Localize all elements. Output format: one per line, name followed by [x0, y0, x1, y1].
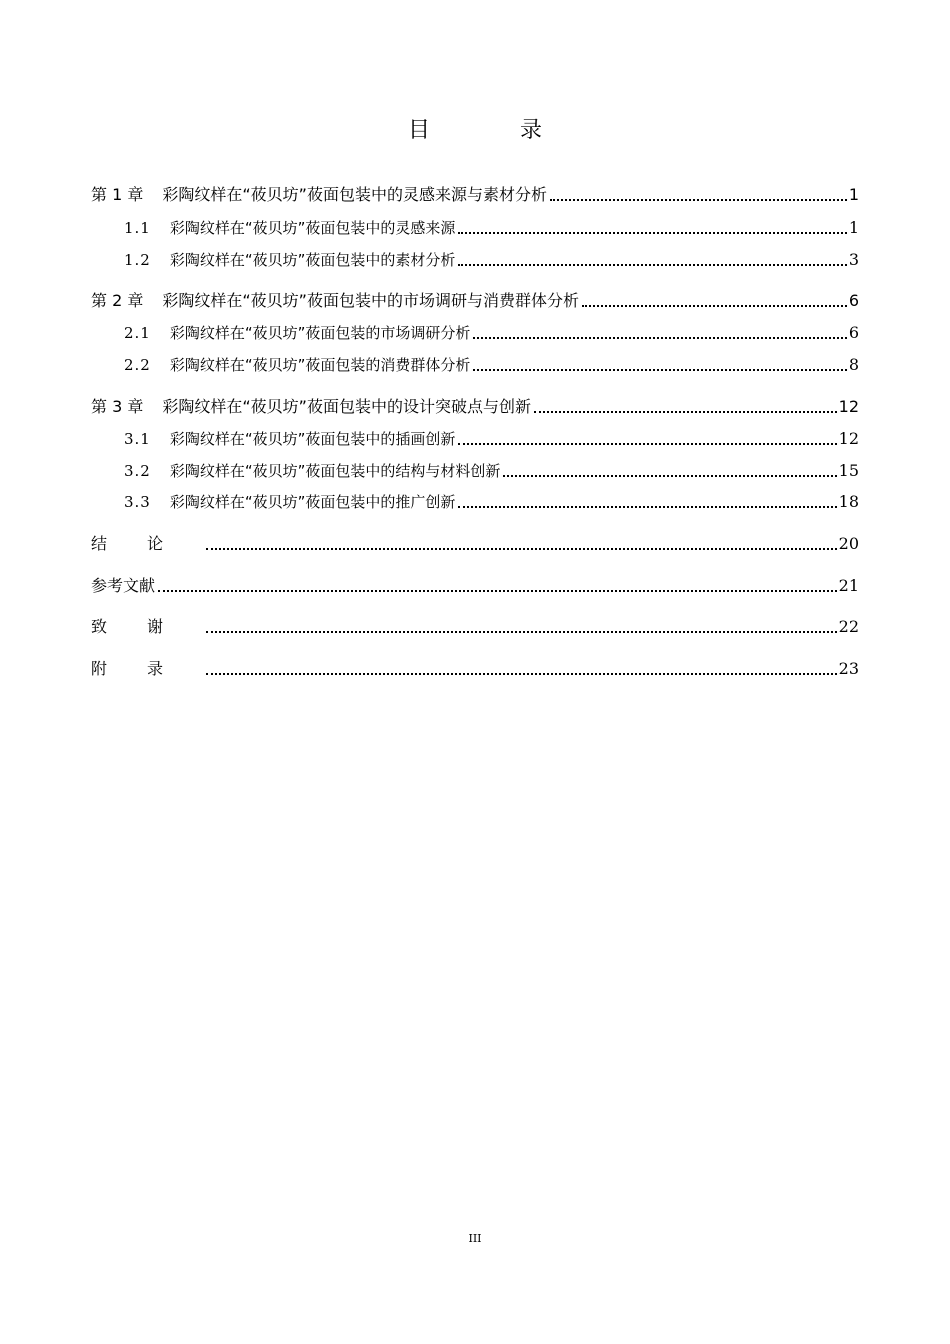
toc-entry-page: 6	[848, 291, 859, 310]
toc-entry-chapter-2[interactable]	[91, 286, 859, 312]
toc-entry-number: 3.2	[124, 462, 151, 480]
toc-entry-chapter-3[interactable]	[91, 392, 859, 418]
toc-entry-label: 彩陶纹样在“莜贝坊”莜面包装中的设计突破点与创新	[162, 397, 531, 416]
toc-leader-dots	[458, 222, 846, 234]
toc-entry-page: 1	[848, 218, 859, 237]
toc-entry-number: 第 1 章	[91, 185, 144, 204]
toc-entry-number: 第 2 章	[91, 291, 144, 310]
toc-entry-number: 2.2	[124, 356, 151, 374]
toc-entry-number: 2.1	[124, 324, 151, 342]
toc-entry-section-2-1[interactable]	[91, 318, 859, 344]
toc-entry-number: 1.2	[124, 251, 151, 269]
toc-entry-label: 参考文献	[91, 576, 156, 595]
toc-entry-page: 12	[838, 429, 859, 448]
toc-leader-dots	[458, 496, 836, 508]
toc-entry-page: 15	[838, 461, 859, 480]
toc-entry-page: 3	[848, 250, 859, 269]
toc-entry-page: 18	[838, 492, 859, 511]
toc-entry-section-1-1[interactable]	[91, 213, 859, 239]
toc-entry-appendix[interactable]	[91, 654, 859, 680]
toc-leader-dots	[458, 254, 846, 266]
toc-entry-number: 第 3 章	[91, 397, 144, 416]
toc-leader-dots	[206, 538, 837, 550]
toc-entry-label: 彩陶纹样在“莜贝坊”莜面包装中的结构与材料创新	[169, 462, 501, 480]
toc-entry-number: 3.3	[124, 493, 151, 511]
toc-entry-section-3-1[interactable]	[91, 424, 859, 450]
toc-entry-label: 彩陶纹样在“莜贝坊”莜面包装中的灵感来源与素材分析	[162, 185, 547, 204]
toc-entry-page: 1	[848, 185, 859, 204]
toc-entry-number: 3.1	[124, 430, 151, 448]
toc-entry-label: 彩陶纹样在“莜贝坊”莜面包装中的市场调研与消费群体分析	[162, 291, 579, 310]
toc-entry-label: 彩陶纹样在“莜贝坊”莜面包装的市场调研分析	[169, 324, 471, 342]
toc-entry-label: 彩陶纹样在“莜贝坊”莜面包装的消费群体分析	[169, 356, 471, 374]
toc-entry-label: 彩陶纹样在“莜贝坊”莜面包装中的推广创新	[169, 493, 456, 511]
toc-entry-number: 1.1	[124, 219, 151, 237]
toc-entry-page: 21	[838, 576, 859, 595]
toc-entry-page: 23	[838, 659, 859, 678]
toc-entry-label: 附录	[91, 659, 204, 678]
toc-entry-section-2-2[interactable]	[91, 350, 859, 376]
toc-entry-label: 结论	[91, 534, 204, 553]
toc-entry-page: 6	[848, 323, 859, 342]
toc-entry-page: 12	[838, 397, 859, 416]
toc-leader-dots	[206, 621, 837, 633]
toc-entry-section-3-2[interactable]	[91, 456, 859, 482]
toc-entry-label: 彩陶纹样在“莜贝坊”莜面包装中的灵感来源	[169, 219, 456, 237]
toc-entry-label: 彩陶纹样在“莜贝坊”莜面包装中的素材分析	[169, 251, 456, 269]
toc-leader-dots	[473, 327, 846, 339]
toc-entry-label: 彩陶纹样在“莜贝坊”莜面包装中的插画创新	[169, 430, 456, 448]
toc-leader-dots	[582, 295, 847, 307]
toc-entry-acknowledgements[interactable]	[91, 612, 859, 638]
toc-leader-dots	[534, 401, 837, 413]
toc-entry-label: 致谢	[91, 617, 204, 636]
toc-leader-dots	[458, 433, 836, 445]
toc-entry-references[interactable]	[91, 571, 859, 597]
toc-leader-dots	[206, 663, 837, 675]
toc-leader-dots	[503, 465, 836, 477]
toc-entry-page: 20	[838, 534, 859, 553]
toc-entry-section-1-2[interactable]	[91, 245, 859, 271]
toc-leader-dots	[550, 189, 847, 201]
footer-page-number: III	[468, 1232, 482, 1245]
toc-title: 目 录	[407, 118, 576, 143]
toc-entry-page: 22	[838, 617, 859, 636]
toc-entry-chapter-1[interactable]	[91, 180, 859, 206]
toc-entry-section-3-3[interactable]	[91, 487, 859, 513]
toc-leader-dots	[158, 580, 837, 592]
toc-entry-conclusion[interactable]	[91, 529, 859, 555]
toc-entry-page: 8	[848, 355, 859, 374]
toc-leader-dots	[473, 359, 846, 371]
